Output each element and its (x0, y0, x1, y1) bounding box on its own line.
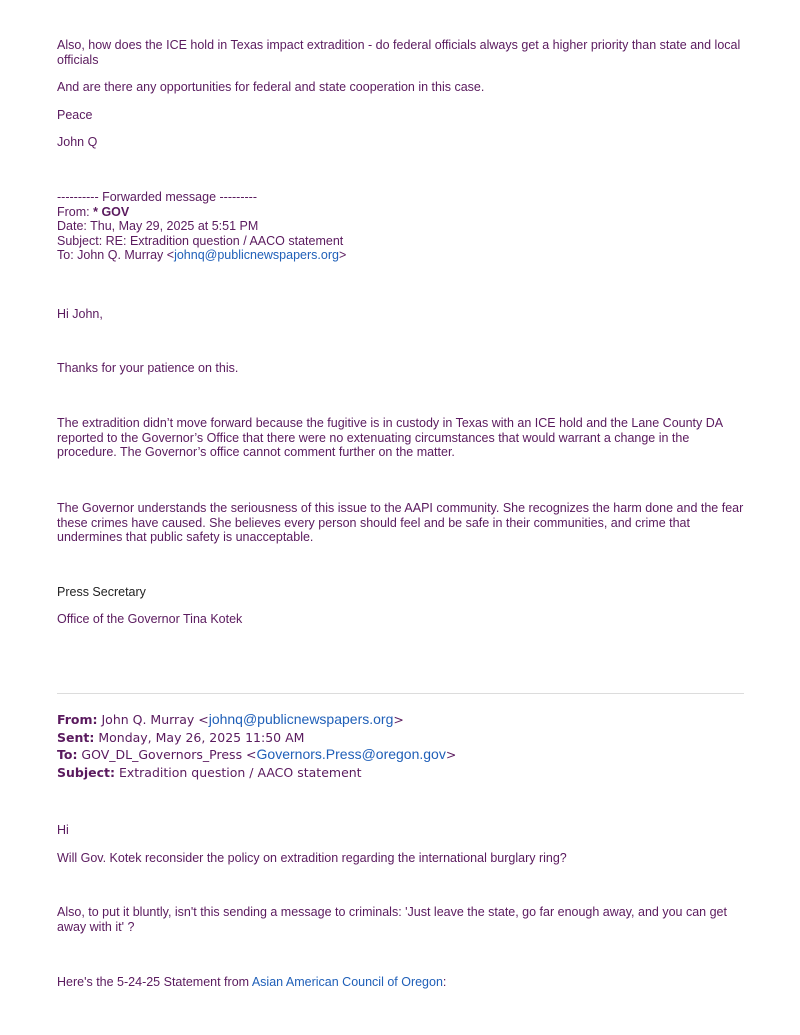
signature-title: Press Secretary (57, 585, 146, 599)
original-from-name: John Q. Murray < (97, 712, 209, 727)
original-to-close: > (445, 747, 457, 763)
forwarded-to-suffix: > (338, 248, 347, 263)
forwarded-subject: Subject: RE: Extradition question / AACO statement (57, 233, 344, 248)
forwarded-header-block (57, 190, 747, 263)
original-to-name: GOV_DL_Governors_Press < (77, 747, 257, 763)
original-to (57, 746, 747, 764)
original-from-close: > (393, 712, 404, 727)
original-from (57, 711, 747, 729)
forwarded-to-email-link[interactable]: johnq@publicnewspapers.org (174, 248, 339, 263)
reply-thanks: Thanks for your patience on this. (57, 361, 239, 375)
signoff-text: Peace (57, 108, 93, 122)
forwarded-from-value: * GOV (93, 204, 130, 219)
original-header-block (57, 711, 747, 781)
reply-paragraph-extradition: The extradition didn’t move forward because the fugitive is in custody in Texas with an ICE hold and the Lane County DA reported to the Governor’s Office that there were no extenuating circumstances that would warrant a change in the procedure. The Governor’s office cannot comment further on the matter. (57, 416, 723, 460)
forwarded-from (57, 205, 747, 220)
forwarded-to (57, 248, 747, 263)
original-blunt-question: Also, to put it bluntly, isn't this sending a message to criminals: 'Just leave the state, go far enough away, and you can get away with it' ? (57, 905, 727, 934)
statement-line (57, 975, 747, 990)
original-from-label: From: (57, 712, 98, 727)
reply-paragraph-governor: The Governor understands the seriousness of this issue to the AAPI community. She recognizes the harm done and the fear these crimes have caused. She believes every person should feel and be safe in their communities, and crime that undermines that public safety is unacceptable. (57, 501, 744, 545)
forwarded-from-label: From: (57, 204, 94, 219)
original-to-email-link[interactable]: Governors.Press@oregon.gov (256, 746, 446, 763)
original-to-label: To: (57, 747, 78, 763)
original-from-email-link[interactable]: johnq@publicnewspapers.org (208, 711, 394, 727)
cooperation-question-text: And are there any opportunities for federal and state cooperation in this case. (57, 80, 485, 94)
original-sent-value: Monday, May 26, 2025 11:50 AM (94, 729, 305, 745)
statement-suffix: : (442, 975, 447, 989)
forwarded-date: Date: Thu, May 29, 2025 at 5:51 PM (57, 219, 259, 234)
message-divider (57, 693, 744, 694)
signature-office: Office of the Governor Tina Kotek (57, 612, 243, 626)
original-sent-label: Sent: (57, 729, 95, 745)
original-subject-value: Extradition question / AACO statement (115, 764, 362, 780)
original-sent (57, 729, 747, 747)
aaco-link[interactable]: Asian American Council of Oregon (251, 975, 443, 989)
original-question: Will Gov. Kotek reconsider the policy on extradition regarding the international burglary ring? (57, 851, 567, 865)
forwarded-to-prefix: To: John Q. Murray < (57, 248, 175, 263)
forwarded-divider-text: ---------- Forwarded message --------- (57, 190, 257, 204)
ice-question-text: Also, how does the ICE hold in Texas impact extradition - do federal officials always get a higher priority than state and local officials (57, 38, 741, 67)
original-subject-label: Subject: (57, 764, 115, 780)
reply-greeting: Hi John, (57, 307, 103, 321)
original-subject (57, 764, 747, 782)
statement-prefix: Here's the 5-24-25 Statement from (57, 975, 252, 989)
signature-text: John Q (57, 135, 98, 149)
original-greeting: Hi (57, 823, 69, 837)
